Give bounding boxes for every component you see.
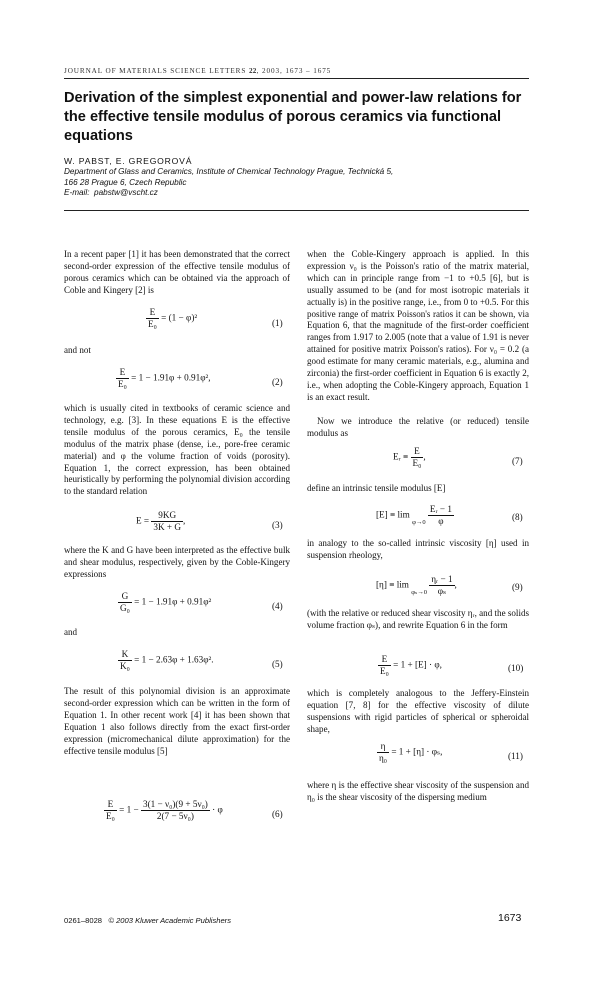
copyright: © 2003 Kluwer Academic Publishers xyxy=(108,916,232,925)
equation-10-number: (10) xyxy=(508,663,524,673)
email-address[interactable]: pabstw@vscht.cz xyxy=(94,188,158,197)
article-title: Derivation of the simplest exponential and power-law relations for the effective tensile modulus of porous ceramics via functional equations xyxy=(64,90,522,144)
equation-9-number: (9) xyxy=(512,582,523,592)
right-para-3: define an intrinsic tensile modulus [E] xyxy=(307,483,446,493)
equation-2: $\frac{E}{\text{E₀}}$ = 1 − 1.91φ + 0.91φ², xyxy=(118,367,211,389)
left-para-1: In a recent paper [1] it has been demonstrated that the correct second-order expression of the effective tensile modulus of porous ceramics which can be obtained via the approach of Coble and Kingery [2] is xyxy=(64,249,290,295)
equation-10: $\frac{E}{\text{E₀}}$ = 1 + [E] · φ, xyxy=(380,654,442,676)
left-para-3: where the K and G have been interpreted as the effective bulk and shear modulus, respectively, given by the Coble-Kingery expressions xyxy=(64,545,290,579)
right-para-4: in analogy to the so-called intrinsic viscosity [η] used in suspension rheology, xyxy=(307,538,529,560)
journal-name: JOURNAL OF MATERIALS SCIENCE LETTERS xyxy=(64,67,247,75)
journal-volume: 22 xyxy=(248,67,257,75)
authors: W. PABST, E. GREGOROVÁ xyxy=(64,156,193,166)
equation-6: $\frac{E}{\text{E₀}}$ = 1 − $\frac{\text{3(1 − ν₀)(9 + 5ν₀)}}{\text{2(7 − 5ν₀)}}$ · φ xyxy=(106,799,223,821)
right-para-7: where η is the effective shear viscosity of the suspension and η₀ is the shear viscosity of the dispersing medium xyxy=(307,780,529,802)
right-para-6: which is completely analogous to the Jeffery-Einstein equation [7, 8] for the effective viscosity of dilute suspensions with rigid particles of spherical or spheroidal shape, xyxy=(307,688,529,734)
equation-8-number: (8) xyxy=(512,512,523,522)
email-line xyxy=(64,188,534,199)
header-rule xyxy=(64,78,529,79)
equation-11-number: (11) xyxy=(508,751,523,761)
title-rule xyxy=(64,210,529,211)
right-para-5: (with the relative or reduced shear viscosity ηᵣ, and the solids volume fraction φₛ), and rewrite Equation 6 in the form xyxy=(307,608,529,630)
journal-year-pages: , 2003, 1673 – 1675 xyxy=(256,67,332,75)
equation-7: Eᵣ ≡ $\frac{E}{\text{E₀}}$ , xyxy=(393,446,426,468)
left-para-2: which is usually cited in textbooks of ceramic science and technology, e.g. [3]. In these equations E is the effective tensile modulus of the porous ceramics, E₀ the tensile modulus of the matrix phase (dense, i.e., pore-free ceramic material) and φ the volume fraction of voids (porosity). Equation 1, the correct expression, has been obtained heuristically by performing the polynomial division according to the standard relation xyxy=(64,403,290,497)
equation-2-number: (2) xyxy=(272,377,283,387)
footer-left xyxy=(64,916,231,925)
equation-4-number: (4) xyxy=(272,601,283,611)
equation-6-number: (6) xyxy=(272,809,283,819)
email-label: E-mail: xyxy=(64,188,90,197)
equation-5: $\frac{K}{\text{K₀}}$ = 1 − 2.63φ + 1.63φ². xyxy=(120,649,214,671)
equation-3-number: (3) xyxy=(272,520,283,530)
equation-4: $\frac{G}{\text{G₀}}$ = 1 − 1.91φ + 0.91φ² xyxy=(120,591,212,613)
equation-1: $\frac{E}{\text{E₀}}$ = (1 − φ)² xyxy=(148,307,198,329)
page-number: 1673 xyxy=(498,912,522,924)
equation-1-number: (1) xyxy=(272,318,283,328)
left-and: and xyxy=(64,627,78,637)
left-para-4: The result of this polynomial division is an approximate second-order expression which can be written in the form of Equation 1. In other recent work [4] it has been shown that Equation 1 also follows directly from the exact first-order expression (micromechanical dilute approximation) for the effective tensile modulus [5] xyxy=(64,686,290,756)
affiliation-line2: 166 28 Prague 6, Czech Republic xyxy=(64,177,187,187)
left-andnot: and not xyxy=(64,345,91,355)
issn: 0261–8028 xyxy=(64,916,103,925)
equation-5-number: (5) xyxy=(272,659,283,669)
equation-11: $\frac{\eta}{\text{η₀}}$ = 1 + [η] · φₛ, xyxy=(379,741,443,763)
equation-9: [η] ≡ lim φₛ→0 $\frac{\text{ηᵣ − 1}}{\text{φₛ}}$ , xyxy=(376,574,457,596)
equation-3: E = $\frac{9KG}{3K + G}$ , xyxy=(136,510,186,532)
right-para-2: Now we introduce the relative (or reduced) tensile modulus as xyxy=(307,416,529,438)
equation-7-number: (7) xyxy=(512,456,523,466)
affiliation-line1: Department of Glass and Ceramics, Institute of Chemical Technology Prague, Technická 5, xyxy=(64,167,394,176)
affiliation xyxy=(64,167,534,199)
journal-header xyxy=(64,67,331,75)
right-para-1: when the Coble-Kingery approach is applied. In this expression ν₀ is the Poisson's ratio of the matrix material, which can in principle range from −1 to +0.5 [6], but is usually assumed to be (and for most isotropic materials it actually is) in the positive range, i.e., from 0 to +0.5. For this positive range of matrix Poisson's ratios it can be shown, via Equation 6, that the magnitude of the first-order coefficient ranges from 1.917 to 2.005 (note that a value of 1.91 is never attained for positive matrix Poisson's ratios). For ν₀ = 0.2 (a good estimate for many ceramic materials, e.g., alumina and zirconia) the first-order coefficient in Equation 6 is exactly 2, i.e., when adopting the Coble-Kingery approach, Equation 1 is an exact result. xyxy=(307,249,529,402)
equation-8: [E] ≡ lim φ→0 $\frac{\text{Eᵣ − 1}}{\varphi}$ xyxy=(376,504,452,526)
